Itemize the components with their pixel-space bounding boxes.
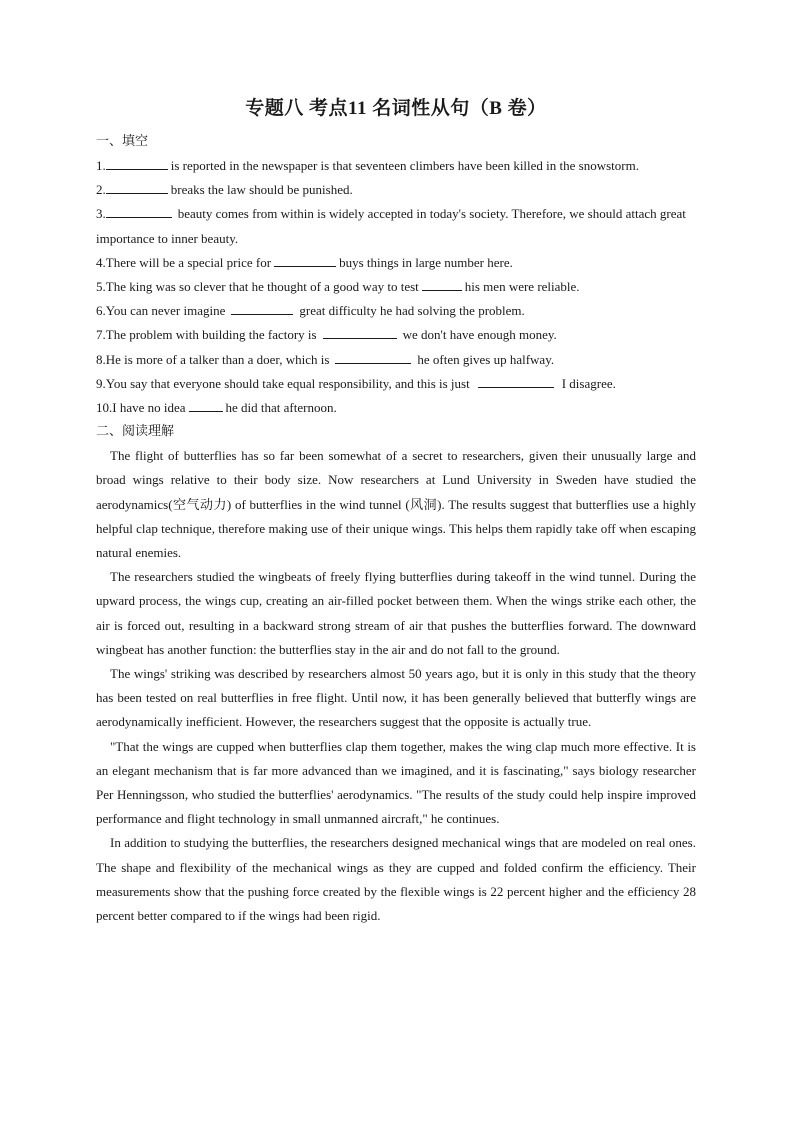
answer-blank: [422, 278, 462, 291]
question-text-after: beauty comes from within is widely accepted in today's society. Therefore, we should attach great importance to inner beauty.: [96, 206, 686, 246]
answer-blank: [106, 205, 172, 218]
question-10: [96, 396, 696, 420]
question-3: [96, 202, 696, 250]
question-number: 1.: [96, 158, 106, 173]
section-heading-fill-in: 一、填空: [96, 134, 149, 149]
question-text-before: The problem with building the factory is: [105, 327, 317, 343]
reading-paragraph-2: The researchers studied the wingbeats of freely flying butterflies during takeoff in the wind tunnel. During the upward process, the wings cup, creating an air-filled pocket between them. When the wings strike each other, the air is forced out, resulting in a backward strong stream of air that pushes the butterflies forward. The downward wingbeat has another function: the butterflies stay in the air and do not fall to the ground.: [96, 569, 696, 657]
question-text-after: I disagree.: [561, 375, 616, 391]
question-number: 2.: [96, 182, 106, 198]
section-heading-reading: 二、阅读理解: [96, 424, 175, 440]
answer-blank: [231, 302, 293, 315]
answer-blank: [274, 254, 336, 267]
answer-blank: [478, 375, 554, 388]
answer-blank: [106, 157, 168, 170]
question-text-after: great difficulty he had solving the problem.: [299, 303, 525, 319]
question-text-after: his men were reliable.: [464, 279, 580, 295]
question-text-before: There will be a special price for: [105, 254, 272, 270]
reading-paragraph-3: The wings' striking was described by researchers almost 50 years ago, but it is only in this study that the theory has been tested on real butterflies in free flight. Until now, it has been generally believed that butterfly wings are aerodynamically inefficient. However, the researchers suggest that the opposite is actually true.: [96, 666, 696, 730]
question-number: 8.: [96, 351, 106, 367]
question-number: 5.: [96, 279, 106, 295]
question-text-after: he did that afternoon.: [225, 400, 337, 416]
question-5: [96, 275, 696, 299]
question-text-after: he often gives up halfway.: [417, 351, 555, 367]
question-number: 7.: [96, 327, 106, 343]
answer-blank: [323, 326, 397, 339]
reading-paragraph-4: "That the wings are cupped when butterflies clap them together, makes the wing clap much more effective. It is an elegant mechanism that is far more advanced than we imagined, and it is fascinating," says biology researcher Per Henningsson, who studied the butterflies' aerodynamics. "The results of the study could help inspire improved performance and flight technology in small unmanned aircraft," he continues.: [96, 738, 696, 827]
question-text-before: You can never imagine: [105, 303, 226, 319]
answer-blank: [106, 181, 168, 194]
reading-paragraph-5: In addition to studying the butterflies, the researchers designed mechanical wings that are modeled on real ones. The shape and flexibility of the mechanical wings as they are cupped and folded confirm the efficiency. Their measurements show that the pushing force created by the flexible wings is 22 percent higher and the efficiency 28 percent better compared to if the wings had been rigid.: [96, 835, 696, 924]
document-page: [96, 96, 696, 928]
question-1: [96, 154, 696, 178]
question-8: [96, 348, 696, 372]
question-text-after: we don't have enough money.: [402, 327, 557, 343]
question-number: 4.: [96, 254, 106, 270]
question-text-after: breaks the law should be punished.: [170, 182, 353, 198]
question-text-before: You say that everyone should take equal responsibility, and this is just: [105, 375, 470, 391]
question-text-before: The king was so clever that he thought of a good way to test: [105, 279, 419, 295]
answer-blank: [189, 399, 223, 412]
question-text-after: buys things in large number here.: [339, 254, 513, 270]
question-number: 9.: [96, 375, 106, 391]
question-text-before: I have no idea: [112, 400, 186, 416]
question-9: [96, 372, 696, 396]
question-number: 6.: [96, 303, 106, 319]
question-7: [96, 323, 696, 347]
question-4: [96, 251, 696, 275]
answer-blank: [335, 351, 411, 364]
question-6: [96, 299, 696, 323]
question-2: [96, 178, 696, 202]
question-number: 10.: [96, 400, 113, 416]
document-title: 专题八 考点11 名词性从句（B 卷）: [245, 98, 547, 119]
reading-paragraph-1: The flight of butterflies has so far been somewhat of a secret to researchers, given their unusually large and broad wings relative to their body size. Now researchers at Lund University in Sweden have studied the aerodynamics(空气动力) of butterflies in the wind tunnel (风洞). The results suggest that butterflies use a highly helpful clap technique, therefore making use of their unique wings. This helps them rapidly take off when escaping natural enemies.: [96, 448, 696, 561]
question-number: 3.: [96, 206, 106, 222]
question-text-after: is reported in the newspaper is that seventeen climbers have been killed in the snowstorm.: [170, 158, 639, 173]
question-text-before: He is more of a talker than a doer, which is: [105, 351, 330, 367]
